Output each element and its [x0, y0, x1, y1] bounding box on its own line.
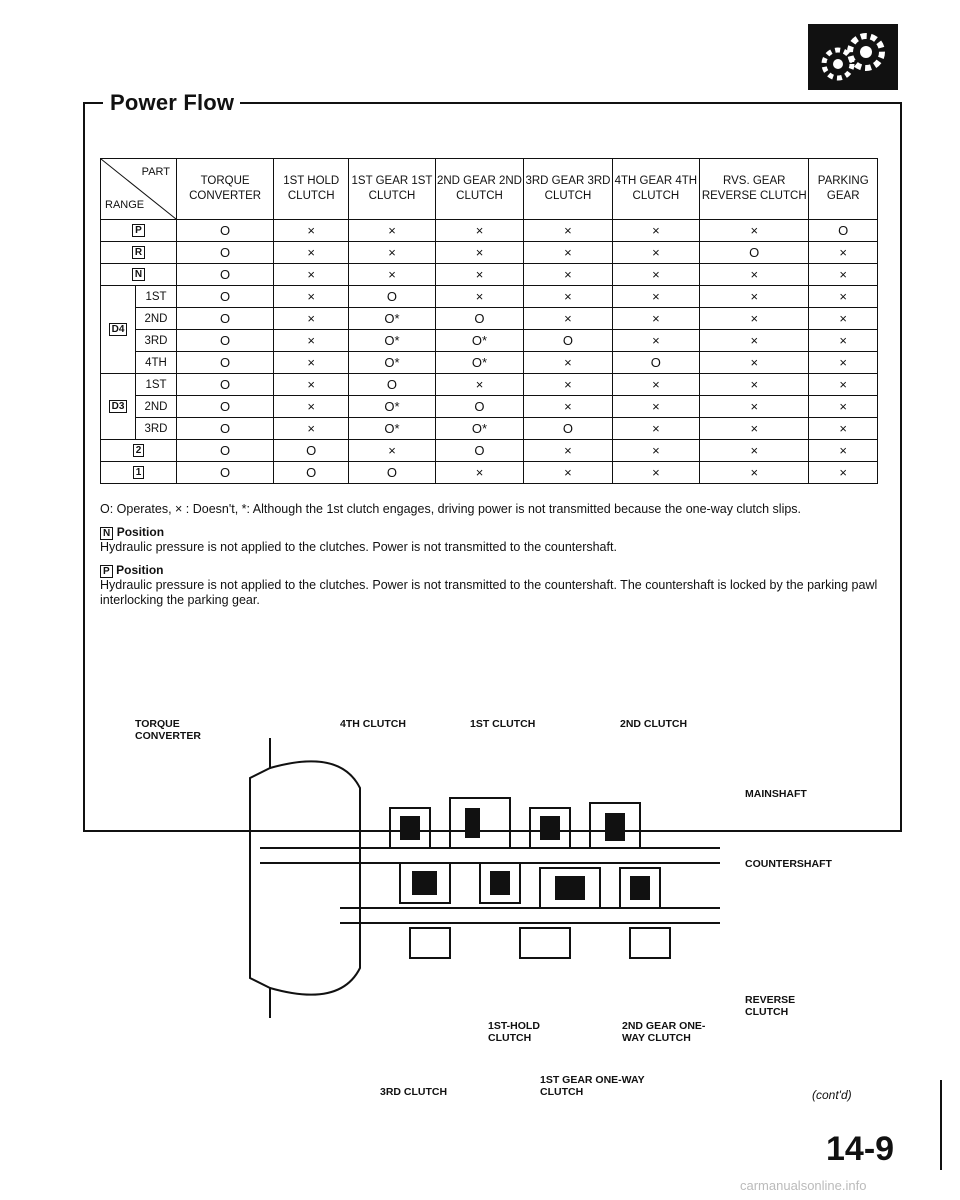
table-row	[101, 242, 878, 264]
p-position-note	[100, 563, 890, 608]
corner-cell	[101, 159, 177, 220]
table-cell: ×	[612, 396, 699, 418]
table-row	[101, 264, 878, 286]
table-cell: O	[177, 352, 274, 374]
column-header: 4TH GEAR 4TH CLUTCH	[612, 159, 699, 220]
p-position-text: Hydraulic pressure is not applied to the clutches. Power is not transmitted to the countershaft. The countershaft is locked by the parking pawl interlocking the parking gear.	[100, 578, 878, 607]
table-cell: ×	[809, 418, 878, 440]
table-cell: O	[435, 308, 523, 330]
range-cell	[101, 220, 177, 242]
table-cell: O	[524, 418, 612, 440]
table-cell: ×	[700, 264, 809, 286]
range-group-cell	[101, 286, 136, 374]
table-cell: ×	[274, 286, 349, 308]
table-cell: ×	[524, 374, 612, 396]
table-cell: ×	[274, 396, 349, 418]
table-cell: O	[435, 440, 523, 462]
table-cell: ×	[274, 220, 349, 242]
n-position-note	[100, 525, 890, 555]
range-box: D4	[109, 323, 128, 336]
range-cell	[101, 440, 177, 462]
table-row	[101, 418, 878, 440]
label-torque-converter: TORQUE CONVERTER	[135, 718, 201, 742]
table-cell: ×	[700, 308, 809, 330]
corner-part-label: PART	[141, 166, 170, 178]
label-countershaft: COUNTERSHAFT	[745, 858, 832, 870]
table-row	[101, 440, 878, 462]
table-cell: O	[177, 330, 274, 352]
label-1st-clutch: 1ST CLUTCH	[470, 718, 536, 730]
page-title: Power Flow	[110, 90, 235, 115]
table-cell: ×	[274, 374, 349, 396]
label-4th-clutch: 4TH CLUTCH	[340, 718, 406, 730]
column-header: TORQUE CONVERTER	[177, 159, 274, 220]
n-position-heading: Position	[116, 525, 165, 539]
table-cell: ×	[524, 308, 612, 330]
table-cell: ×	[700, 418, 809, 440]
n-range-box: N	[100, 527, 113, 540]
table-cell: O	[177, 242, 274, 264]
table-row	[101, 308, 878, 330]
table-cell: O	[612, 352, 699, 374]
range-cell	[101, 242, 177, 264]
table-cell: ×	[809, 286, 878, 308]
table-cell: ×	[612, 418, 699, 440]
table-cell: O*	[349, 396, 436, 418]
label-2nd-gear-one-way-clutch: 2ND GEAR ONE-WAY CLUTCH	[622, 1020, 706, 1044]
table-cell: ×	[524, 440, 612, 462]
column-header: 2ND GEAR 2ND CLUTCH	[435, 159, 523, 220]
gear-step-cell: 3RD	[136, 330, 177, 352]
table-cell: ×	[809, 440, 878, 462]
label-mainshaft: MAINSHAFT	[745, 788, 807, 800]
table-cell: O	[435, 396, 523, 418]
table-cell: O*	[435, 418, 523, 440]
power-flow-table	[100, 158, 878, 484]
table-cell: O	[177, 418, 274, 440]
continued-note: (cont'd)	[812, 1088, 852, 1102]
range-box: 1	[133, 466, 145, 479]
table-cell: O*	[435, 330, 523, 352]
table-row	[101, 330, 878, 352]
table-cell: ×	[700, 330, 809, 352]
table-cell: O*	[435, 352, 523, 374]
table-cell: ×	[809, 330, 878, 352]
table-cell: ×	[274, 330, 349, 352]
column-header: PARKING GEAR	[809, 159, 878, 220]
table-cell: ×	[612, 440, 699, 462]
table-cell: ×	[809, 352, 878, 374]
table-cell: ×	[700, 440, 809, 462]
table-cell: ×	[274, 264, 349, 286]
table-row	[101, 396, 878, 418]
table-row	[101, 286, 878, 308]
table-cell: ×	[700, 462, 809, 484]
column-header: 1ST GEAR 1ST CLUTCH	[349, 159, 436, 220]
table-row	[101, 374, 878, 396]
table-cell: ×	[524, 462, 612, 484]
label-1st-gear-one-way-clutch: 1ST GEAR ONE-WAY CLUTCH	[540, 1074, 645, 1098]
table-cell: ×	[274, 242, 349, 264]
gear-step-cell: 3RD	[136, 418, 177, 440]
table-cell: O	[349, 462, 436, 484]
column-header: 3RD GEAR 3RD CLUTCH	[524, 159, 612, 220]
table-cell: O	[177, 396, 274, 418]
table-cell: ×	[700, 352, 809, 374]
table-cell: O	[177, 308, 274, 330]
table-cell: ×	[349, 440, 436, 462]
label-2nd-clutch: 2ND CLUTCH	[620, 718, 688, 730]
notes-section	[100, 502, 890, 616]
table-cell: ×	[435, 462, 523, 484]
table-cell: O	[177, 374, 274, 396]
corner-range-label: RANGE	[105, 199, 145, 211]
table-cell: O	[524, 330, 612, 352]
column-header: RVS. GEAR REVERSE CLUTCH	[700, 159, 809, 220]
table-cell: ×	[612, 462, 699, 484]
table-row	[101, 462, 878, 484]
table-cell: ×	[524, 264, 612, 286]
table-cell: ×	[274, 308, 349, 330]
table-cell: ×	[435, 286, 523, 308]
table-cell: ×	[349, 264, 436, 286]
label-1st-hold-clutch: 1ST-HOLD CLUTCH	[488, 1020, 540, 1044]
table-cell: ×	[349, 220, 436, 242]
range-cell	[101, 462, 177, 484]
table-cell: ×	[612, 264, 699, 286]
table-cell: O	[274, 462, 349, 484]
table-cell: O	[177, 462, 274, 484]
table-row	[101, 220, 878, 242]
table-row	[101, 352, 878, 374]
table-cell: ×	[612, 374, 699, 396]
range-cell	[101, 264, 177, 286]
watermark: carmanualsonline.info	[740, 1178, 867, 1193]
table-header-row	[101, 159, 878, 220]
table-cell: ×	[700, 286, 809, 308]
range-box: 2	[133, 444, 145, 457]
p-range-box: P	[100, 565, 113, 578]
table-cell: ×	[524, 352, 612, 374]
label-3rd-clutch: 3RD CLUTCH	[380, 1086, 448, 1098]
table-cell: ×	[524, 242, 612, 264]
gear-step-cell: 1ST	[136, 374, 177, 396]
table-cell: ×	[612, 220, 699, 242]
gear-icon	[808, 24, 898, 90]
table-cell: ×	[612, 286, 699, 308]
label-reverse-clutch: REVERSE CLUTCH	[745, 994, 796, 1018]
table-cell: ×	[809, 396, 878, 418]
table-cell: ×	[809, 374, 878, 396]
table-cell: ×	[612, 242, 699, 264]
table-cell: ×	[809, 462, 878, 484]
gear-step-cell: 1ST	[136, 286, 177, 308]
range-box: P	[132, 224, 145, 237]
table-cell: O	[177, 440, 274, 462]
legend-text: O: Operates, × : Doesn't, *: Although the 1st clutch engages, driving power is not transmitted because the one-way clutch slips.	[100, 502, 802, 516]
table-cell: O	[700, 242, 809, 264]
page-number: 14-9	[826, 1130, 895, 1168]
transmission-cross-section	[240, 728, 740, 1028]
column-header: 1ST HOLD CLUTCH	[274, 159, 349, 220]
table-cell: O*	[349, 330, 436, 352]
table-cell: ×	[349, 242, 436, 264]
table-cell: O	[349, 374, 436, 396]
table-cell: ×	[274, 352, 349, 374]
table-cell: O	[177, 264, 274, 286]
table-cell: O	[177, 220, 274, 242]
range-box: D3	[109, 400, 128, 413]
gear-step-cell: 2ND	[136, 308, 177, 330]
table-cell: O	[349, 286, 436, 308]
range-group-cell	[101, 374, 136, 440]
table-cell: ×	[435, 242, 523, 264]
table-cell: O*	[349, 352, 436, 374]
table-cell: ×	[435, 374, 523, 396]
table-cell: ×	[524, 220, 612, 242]
table-cell: ×	[435, 220, 523, 242]
table-cell: ×	[612, 330, 699, 352]
table-cell: ×	[700, 220, 809, 242]
gear-step-cell: 4TH	[136, 352, 177, 374]
p-position-heading: Position	[116, 563, 164, 577]
table-cell: ×	[809, 308, 878, 330]
table-body	[101, 220, 878, 484]
table-cell: ×	[612, 308, 699, 330]
table-cell: O*	[349, 418, 436, 440]
n-position-text: Hydraulic pressure is not applied to the clutches. Power is not transmitted to the countershaft.	[100, 540, 617, 554]
table-cell: O	[177, 286, 274, 308]
table-cell: O	[274, 440, 349, 462]
table-cell: ×	[435, 264, 523, 286]
table-cell: ×	[809, 264, 878, 286]
table-cell: ×	[700, 396, 809, 418]
table-cell: ×	[809, 242, 878, 264]
range-box: R	[132, 246, 145, 259]
table-cell: O	[809, 220, 878, 242]
table-cell: ×	[524, 286, 612, 308]
table-cell: ×	[524, 396, 612, 418]
gear-step-cell: 2ND	[136, 396, 177, 418]
table-cell: ×	[700, 374, 809, 396]
table-cell: ×	[274, 418, 349, 440]
range-box: N	[132, 268, 145, 281]
table-cell: O*	[349, 308, 436, 330]
page-edge-mark	[940, 1080, 942, 1170]
